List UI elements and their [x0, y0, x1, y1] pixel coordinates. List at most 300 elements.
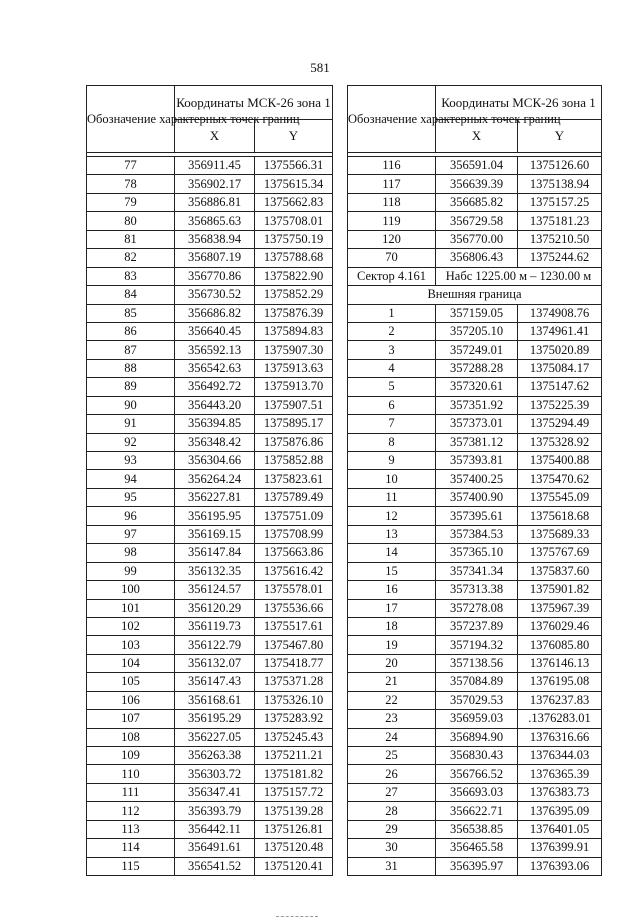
point-number-cell: 85	[87, 304, 175, 322]
y-coordinate-cell: 1375789.49	[255, 488, 333, 506]
point-number-cell: 84	[87, 286, 175, 304]
y-coordinate-cell: 1375244.62	[518, 249, 602, 267]
y-coordinate-cell: 1375852.88	[255, 452, 333, 470]
y-coordinate-cell: 1375126.60	[518, 157, 602, 175]
x-coordinate-cell: 356304.66	[175, 452, 255, 470]
point-number-cell: 111	[87, 783, 175, 801]
table-row	[87, 525, 333, 543]
table-row	[87, 544, 333, 562]
table-row	[348, 396, 602, 414]
point-number-cell: 29	[348, 820, 436, 838]
table-row	[87, 341, 333, 359]
point-number-cell: 81	[87, 230, 175, 248]
x-coordinate-cell: 356830.43	[436, 747, 518, 765]
x-coordinate-cell: 356807.19	[175, 249, 255, 267]
y-coordinate-cell: 1375283.92	[255, 710, 333, 728]
table-row	[348, 322, 602, 340]
y-coordinate-cell: 1375138.94	[518, 175, 602, 193]
x-coordinate-cell: 356120.29	[175, 599, 255, 617]
point-number-cell: 106	[87, 691, 175, 709]
point-number-cell: 8	[348, 433, 436, 451]
y-coordinate-cell: 1376383.73	[518, 783, 602, 801]
x-header: X	[436, 120, 518, 153]
sector-row	[348, 267, 602, 285]
y-coordinate-cell: 1375663.86	[255, 544, 333, 562]
point-number-cell: 87	[87, 341, 175, 359]
point-number-cell: 114	[87, 839, 175, 857]
table-row	[87, 783, 333, 801]
x-coordinate-cell: 356303.72	[175, 765, 255, 783]
point-number-cell: 78	[87, 175, 175, 193]
point-number-cell: 80	[87, 212, 175, 230]
point-number-cell: 28	[348, 802, 436, 820]
y-coordinate-cell: 1376393.06	[518, 857, 602, 875]
point-number-cell: 89	[87, 378, 175, 396]
table-row	[87, 765, 333, 783]
point-number-cell: 19	[348, 636, 436, 654]
table-row	[87, 710, 333, 728]
x-coordinate-cell: 357313.38	[436, 581, 518, 599]
x-coordinate-cell: 356729.58	[436, 212, 518, 230]
table-row	[348, 452, 602, 470]
point-number-cell: 99	[87, 562, 175, 580]
y-coordinate-cell: 1376316.66	[518, 728, 602, 746]
y-coordinate-cell: 1375901.82	[518, 581, 602, 599]
point-number-cell: 18	[348, 617, 436, 635]
point-number-cell: 10	[348, 470, 436, 488]
y-header: Y	[255, 120, 333, 153]
y-coordinate-cell: 1375876.86	[255, 433, 333, 451]
x-coordinate-cell: 356491.61	[175, 839, 255, 857]
table-row	[87, 267, 333, 285]
point-number-cell: 112	[87, 802, 175, 820]
point-number-cell: 100	[87, 581, 175, 599]
table-row	[348, 359, 602, 377]
y-coordinate-cell: 1375139.28	[255, 802, 333, 820]
table-row	[348, 507, 602, 525]
sector-value: Набс 1225.00 м – 1230.00 м	[436, 267, 602, 285]
y-coordinate-cell: 1375618.68	[518, 507, 602, 525]
coordinates-header: Координаты МСК-26 зона 1	[175, 86, 333, 120]
table-row	[348, 839, 602, 857]
table-row	[348, 157, 602, 175]
x-coordinate-cell: 356393.79	[175, 802, 255, 820]
table-row	[348, 765, 602, 783]
y-coordinate-cell: 1375400.88	[518, 452, 602, 470]
table-row	[348, 857, 602, 875]
point-number-cell: 26	[348, 765, 436, 783]
y-coordinate-cell: 1375823.61	[255, 470, 333, 488]
point-number-cell: 92	[87, 433, 175, 451]
table-row	[348, 691, 602, 709]
x-coordinate-cell: 356838.94	[175, 230, 255, 248]
table-row	[348, 562, 602, 580]
point-number-cell: 105	[87, 673, 175, 691]
y-coordinate-cell: 1375181.23	[518, 212, 602, 230]
point-number-cell: 107	[87, 710, 175, 728]
y-coordinate-cell: 1374908.76	[518, 304, 602, 322]
table-row	[348, 783, 602, 801]
table-row	[348, 212, 602, 230]
y-coordinate-cell: 1375020.89	[518, 341, 602, 359]
table-row	[87, 581, 333, 599]
table-row	[87, 654, 333, 672]
table-row	[87, 691, 333, 709]
table-row	[87, 175, 333, 193]
x-coordinate-cell: 356263.38	[175, 747, 255, 765]
y-coordinate-cell: 1376395.09	[518, 802, 602, 820]
x-coordinate-cell: 356886.81	[175, 193, 255, 211]
table-row	[87, 747, 333, 765]
point-number-cell: 104	[87, 654, 175, 672]
y-coordinate-cell: 1375294.49	[518, 415, 602, 433]
point-number-cell: 115	[87, 857, 175, 875]
point-number-cell: 108	[87, 728, 175, 746]
x-coordinate-cell: 357384.53	[436, 525, 518, 543]
point-number-cell: 120	[348, 230, 436, 248]
y-coordinate-cell: 1375120.41	[255, 857, 333, 875]
x-coordinate-cell: 356394.85	[175, 415, 255, 433]
table-row	[87, 857, 333, 875]
x-coordinate-cell: 356395.97	[436, 857, 518, 875]
point-number-cell: 12	[348, 507, 436, 525]
x-coordinate-cell: 356622.71	[436, 802, 518, 820]
x-coordinate-cell: 356264.24	[175, 470, 255, 488]
y-coordinate-cell: 1375120.48	[255, 839, 333, 857]
coordinates-header: Координаты МСК-26 зона 1	[436, 86, 602, 120]
y-coordinate-cell: 1375211.21	[255, 747, 333, 765]
point-number-cell: 102	[87, 617, 175, 635]
y-coordinate-cell: 1375708.01	[255, 212, 333, 230]
x-coordinate-cell: 356124.57	[175, 581, 255, 599]
x-coordinate-cell: 356686.82	[175, 304, 255, 322]
x-coordinate-cell: 356169.15	[175, 525, 255, 543]
x-coordinate-cell: 357365.10	[436, 544, 518, 562]
x-coordinate-cell: 356195.95	[175, 507, 255, 525]
table-row	[348, 415, 602, 433]
y-coordinate-cell: 1375662.83	[255, 193, 333, 211]
point-number-cell: 7	[348, 415, 436, 433]
x-coordinate-cell: 357138.56	[436, 654, 518, 672]
x-coordinate-cell: 356894.90	[436, 728, 518, 746]
y-coordinate-cell: 1375147.62	[518, 378, 602, 396]
point-number-cell: 22	[348, 691, 436, 709]
y-coordinate-cell: 1375689.33	[518, 525, 602, 543]
x-coordinate-cell: 356147.84	[175, 544, 255, 562]
point-number-cell: 6	[348, 396, 436, 414]
y-coordinate-cell: 1375536.66	[255, 599, 333, 617]
y-coordinate-cell: 1375210.50	[518, 230, 602, 248]
point-number-cell: 70	[348, 249, 436, 267]
table-row	[348, 230, 602, 248]
table-row	[87, 802, 333, 820]
table-row	[348, 341, 602, 359]
x-coordinate-cell: 356119.73	[175, 617, 255, 635]
point-number-cell: 103	[87, 636, 175, 654]
y-coordinate-cell: 1376085.80	[518, 636, 602, 654]
x-coordinate-cell: 357237.89	[436, 617, 518, 635]
table-row	[87, 304, 333, 322]
x-coordinate-cell: 356465.58	[436, 839, 518, 857]
y-coordinate-cell: 1375708.99	[255, 525, 333, 543]
x-coordinate-cell: 357288.28	[436, 359, 518, 377]
y-coordinate-cell: 1375615.34	[255, 175, 333, 193]
y-coordinate-cell: 1375566.31	[255, 157, 333, 175]
x-coordinate-cell: 356195.29	[175, 710, 255, 728]
designation-header: Обозначение характерных точек границ	[348, 86, 436, 153]
table-row	[87, 599, 333, 617]
table-row	[348, 249, 602, 267]
x-coordinate-cell: 357249.01	[436, 341, 518, 359]
x-coordinate-cell: 356591.04	[436, 157, 518, 175]
point-number-cell: 101	[87, 599, 175, 617]
y-coordinate-cell: 1375967.39	[518, 599, 602, 617]
y-coordinate-cell: .1376283.01	[518, 710, 602, 728]
outer-border-row	[348, 286, 602, 304]
point-number-cell: 4	[348, 359, 436, 377]
y-coordinate-cell: 1375470.62	[518, 470, 602, 488]
point-number-cell: 97	[87, 525, 175, 543]
table-row	[87, 673, 333, 691]
y-coordinate-cell: 1375767.69	[518, 544, 602, 562]
x-coordinate-cell: 356492.72	[175, 378, 255, 396]
point-number-cell: 21	[348, 673, 436, 691]
point-number-cell: 9	[348, 452, 436, 470]
x-coordinate-cell: 357373.01	[436, 415, 518, 433]
x-coordinate-cell: 357194.32	[436, 636, 518, 654]
point-number-cell: 82	[87, 249, 175, 267]
point-number-cell: 98	[87, 544, 175, 562]
table-row	[87, 488, 333, 506]
point-number-cell: 30	[348, 839, 436, 857]
point-number-cell: 118	[348, 193, 436, 211]
table-row	[87, 415, 333, 433]
table-row	[348, 488, 602, 506]
coordinates-table-right	[347, 85, 602, 876]
table-row	[348, 470, 602, 488]
y-coordinate-cell: 1375913.63	[255, 359, 333, 377]
point-number-cell: 14	[348, 544, 436, 562]
point-number-cell: 117	[348, 175, 436, 193]
table-row	[87, 230, 333, 248]
y-coordinate-cell: 1376237.83	[518, 691, 602, 709]
y-coordinate-cell: 1376365.39	[518, 765, 602, 783]
table-row	[348, 175, 602, 193]
table-row	[348, 581, 602, 599]
y-coordinate-cell: 1375788.68	[255, 249, 333, 267]
point-number-cell: 119	[348, 212, 436, 230]
point-number-cell: 110	[87, 765, 175, 783]
point-number-cell: 23	[348, 710, 436, 728]
point-number-cell: 16	[348, 581, 436, 599]
y-coordinate-cell: 1376401.05	[518, 820, 602, 838]
table-row	[348, 193, 602, 211]
table-row	[87, 470, 333, 488]
x-coordinate-cell: 357320.61	[436, 378, 518, 396]
table-row	[348, 617, 602, 635]
point-number-cell: 24	[348, 728, 436, 746]
y-header: Y	[518, 120, 602, 153]
point-number-cell: 116	[348, 157, 436, 175]
y-coordinate-cell: 1375895.17	[255, 415, 333, 433]
table-row	[348, 433, 602, 451]
x-coordinate-cell: 356806.43	[436, 249, 518, 267]
x-coordinate-cell: 357029.53	[436, 691, 518, 709]
y-coordinate-cell: 1375326.10	[255, 691, 333, 709]
point-number-cell: 5	[348, 378, 436, 396]
y-coordinate-cell: 1375181.82	[255, 765, 333, 783]
y-coordinate-cell: 1375876.39	[255, 304, 333, 322]
sector-section	[348, 267, 602, 304]
point-number-cell: 17	[348, 599, 436, 617]
right-table-body-top	[348, 157, 602, 268]
x-coordinate-cell: 356730.52	[175, 286, 255, 304]
table-row	[87, 636, 333, 654]
sector-label: Сектор 4.161	[348, 267, 436, 285]
x-coordinate-cell: 356770.86	[175, 267, 255, 285]
x-coordinate-cell: 357381.12	[436, 433, 518, 451]
bottom-scan-mark	[276, 916, 318, 917]
x-header: X	[175, 120, 255, 153]
x-coordinate-cell: 357341.34	[436, 562, 518, 580]
table-row	[348, 820, 602, 838]
point-number-cell: 91	[87, 415, 175, 433]
point-number-cell: 13	[348, 525, 436, 543]
x-coordinate-cell: 356865.63	[175, 212, 255, 230]
y-coordinate-cell: 1375837.60	[518, 562, 602, 580]
x-coordinate-cell: 357084.89	[436, 673, 518, 691]
table-row	[348, 673, 602, 691]
x-coordinate-cell: 356227.81	[175, 488, 255, 506]
y-coordinate-cell: 1375157.72	[255, 783, 333, 801]
right-table-body-bottom	[348, 304, 602, 876]
point-number-cell: 27	[348, 783, 436, 801]
y-coordinate-cell: 1375517.61	[255, 617, 333, 635]
table-row	[87, 617, 333, 635]
table-row	[348, 802, 602, 820]
table-row	[87, 839, 333, 857]
point-number-cell: 11	[348, 488, 436, 506]
point-number-cell: 113	[87, 820, 175, 838]
table-row	[87, 157, 333, 175]
x-coordinate-cell: 357159.05	[436, 304, 518, 322]
x-coordinate-cell: 356442.11	[175, 820, 255, 838]
x-coordinate-cell: 356443.20	[175, 396, 255, 414]
table-row	[87, 322, 333, 340]
x-coordinate-cell: 356538.85	[436, 820, 518, 838]
table-row	[87, 359, 333, 377]
y-coordinate-cell: 1376344.03	[518, 747, 602, 765]
y-coordinate-cell: 1375225.39	[518, 396, 602, 414]
x-coordinate-cell: 356168.61	[175, 691, 255, 709]
x-coordinate-cell: 357393.81	[436, 452, 518, 470]
x-coordinate-cell: 356541.52	[175, 857, 255, 875]
table-row	[348, 544, 602, 562]
table-row	[348, 710, 602, 728]
table-row	[87, 193, 333, 211]
designation-header: Обозначение характерных точек границ	[87, 86, 175, 153]
y-coordinate-cell: 1375750.19	[255, 230, 333, 248]
y-coordinate-cell: 1375157.25	[518, 193, 602, 211]
y-coordinate-cell: 1375328.92	[518, 433, 602, 451]
table-row	[348, 599, 602, 617]
table-row	[87, 212, 333, 230]
point-number-cell: 94	[87, 470, 175, 488]
x-coordinate-cell: 356227.05	[175, 728, 255, 746]
table-row	[348, 378, 602, 396]
table-row	[87, 286, 333, 304]
point-number-cell: 109	[87, 747, 175, 765]
y-coordinate-cell: 1375616.42	[255, 562, 333, 580]
x-coordinate-cell: 356147.43	[175, 673, 255, 691]
table-row	[348, 728, 602, 746]
y-coordinate-cell: 1375084.17	[518, 359, 602, 377]
y-coordinate-cell: 1375822.90	[255, 267, 333, 285]
x-coordinate-cell: 356693.03	[436, 783, 518, 801]
table-row	[87, 452, 333, 470]
point-number-cell: 90	[87, 396, 175, 414]
x-coordinate-cell: 356911.45	[175, 157, 255, 175]
x-coordinate-cell: 357205.10	[436, 322, 518, 340]
table-row	[87, 378, 333, 396]
table-row	[87, 507, 333, 525]
y-coordinate-cell: 1374961.41	[518, 322, 602, 340]
y-coordinate-cell: 1376195.08	[518, 673, 602, 691]
x-coordinate-cell: 356132.35	[175, 562, 255, 580]
point-number-cell: 83	[87, 267, 175, 285]
point-number-cell: 79	[87, 193, 175, 211]
table-row	[348, 304, 602, 322]
y-coordinate-cell: 1375371.28	[255, 673, 333, 691]
x-coordinate-cell: 357400.90	[436, 488, 518, 506]
point-number-cell: 96	[87, 507, 175, 525]
x-coordinate-cell: 357278.08	[436, 599, 518, 617]
x-coordinate-cell: 357395.61	[436, 507, 518, 525]
point-number-cell: 25	[348, 747, 436, 765]
y-coordinate-cell: 1375852.29	[255, 286, 333, 304]
x-coordinate-cell: 357400.25	[436, 470, 518, 488]
y-coordinate-cell: 1375467.80	[255, 636, 333, 654]
y-coordinate-cell: 1375907.30	[255, 341, 333, 359]
table-row	[87, 433, 333, 451]
point-number-cell: 86	[87, 322, 175, 340]
table-row	[87, 396, 333, 414]
table-row	[348, 636, 602, 654]
point-number-cell: 93	[87, 452, 175, 470]
x-coordinate-cell: 356959.03	[436, 710, 518, 728]
coordinates-table-left	[86, 85, 333, 876]
table-row	[87, 249, 333, 267]
x-coordinate-cell: 356348.42	[175, 433, 255, 451]
x-coordinate-cell: 356685.82	[436, 193, 518, 211]
y-coordinate-cell: 1376399.91	[518, 839, 602, 857]
y-coordinate-cell: 1375245.43	[255, 728, 333, 746]
x-coordinate-cell: 356122.79	[175, 636, 255, 654]
x-coordinate-cell: 356640.45	[175, 322, 255, 340]
point-number-cell: 2	[348, 322, 436, 340]
point-number-cell: 77	[87, 157, 175, 175]
table-row	[87, 728, 333, 746]
y-coordinate-cell: 1375751.09	[255, 507, 333, 525]
point-number-cell: 1	[348, 304, 436, 322]
table-row	[348, 525, 602, 543]
point-number-cell: 3	[348, 341, 436, 359]
x-coordinate-cell: 356639.39	[436, 175, 518, 193]
y-coordinate-cell: 1375418.77	[255, 654, 333, 672]
y-coordinate-cell: 1375913.70	[255, 378, 333, 396]
x-coordinate-cell: 356592.13	[175, 341, 255, 359]
table-row	[87, 820, 333, 838]
